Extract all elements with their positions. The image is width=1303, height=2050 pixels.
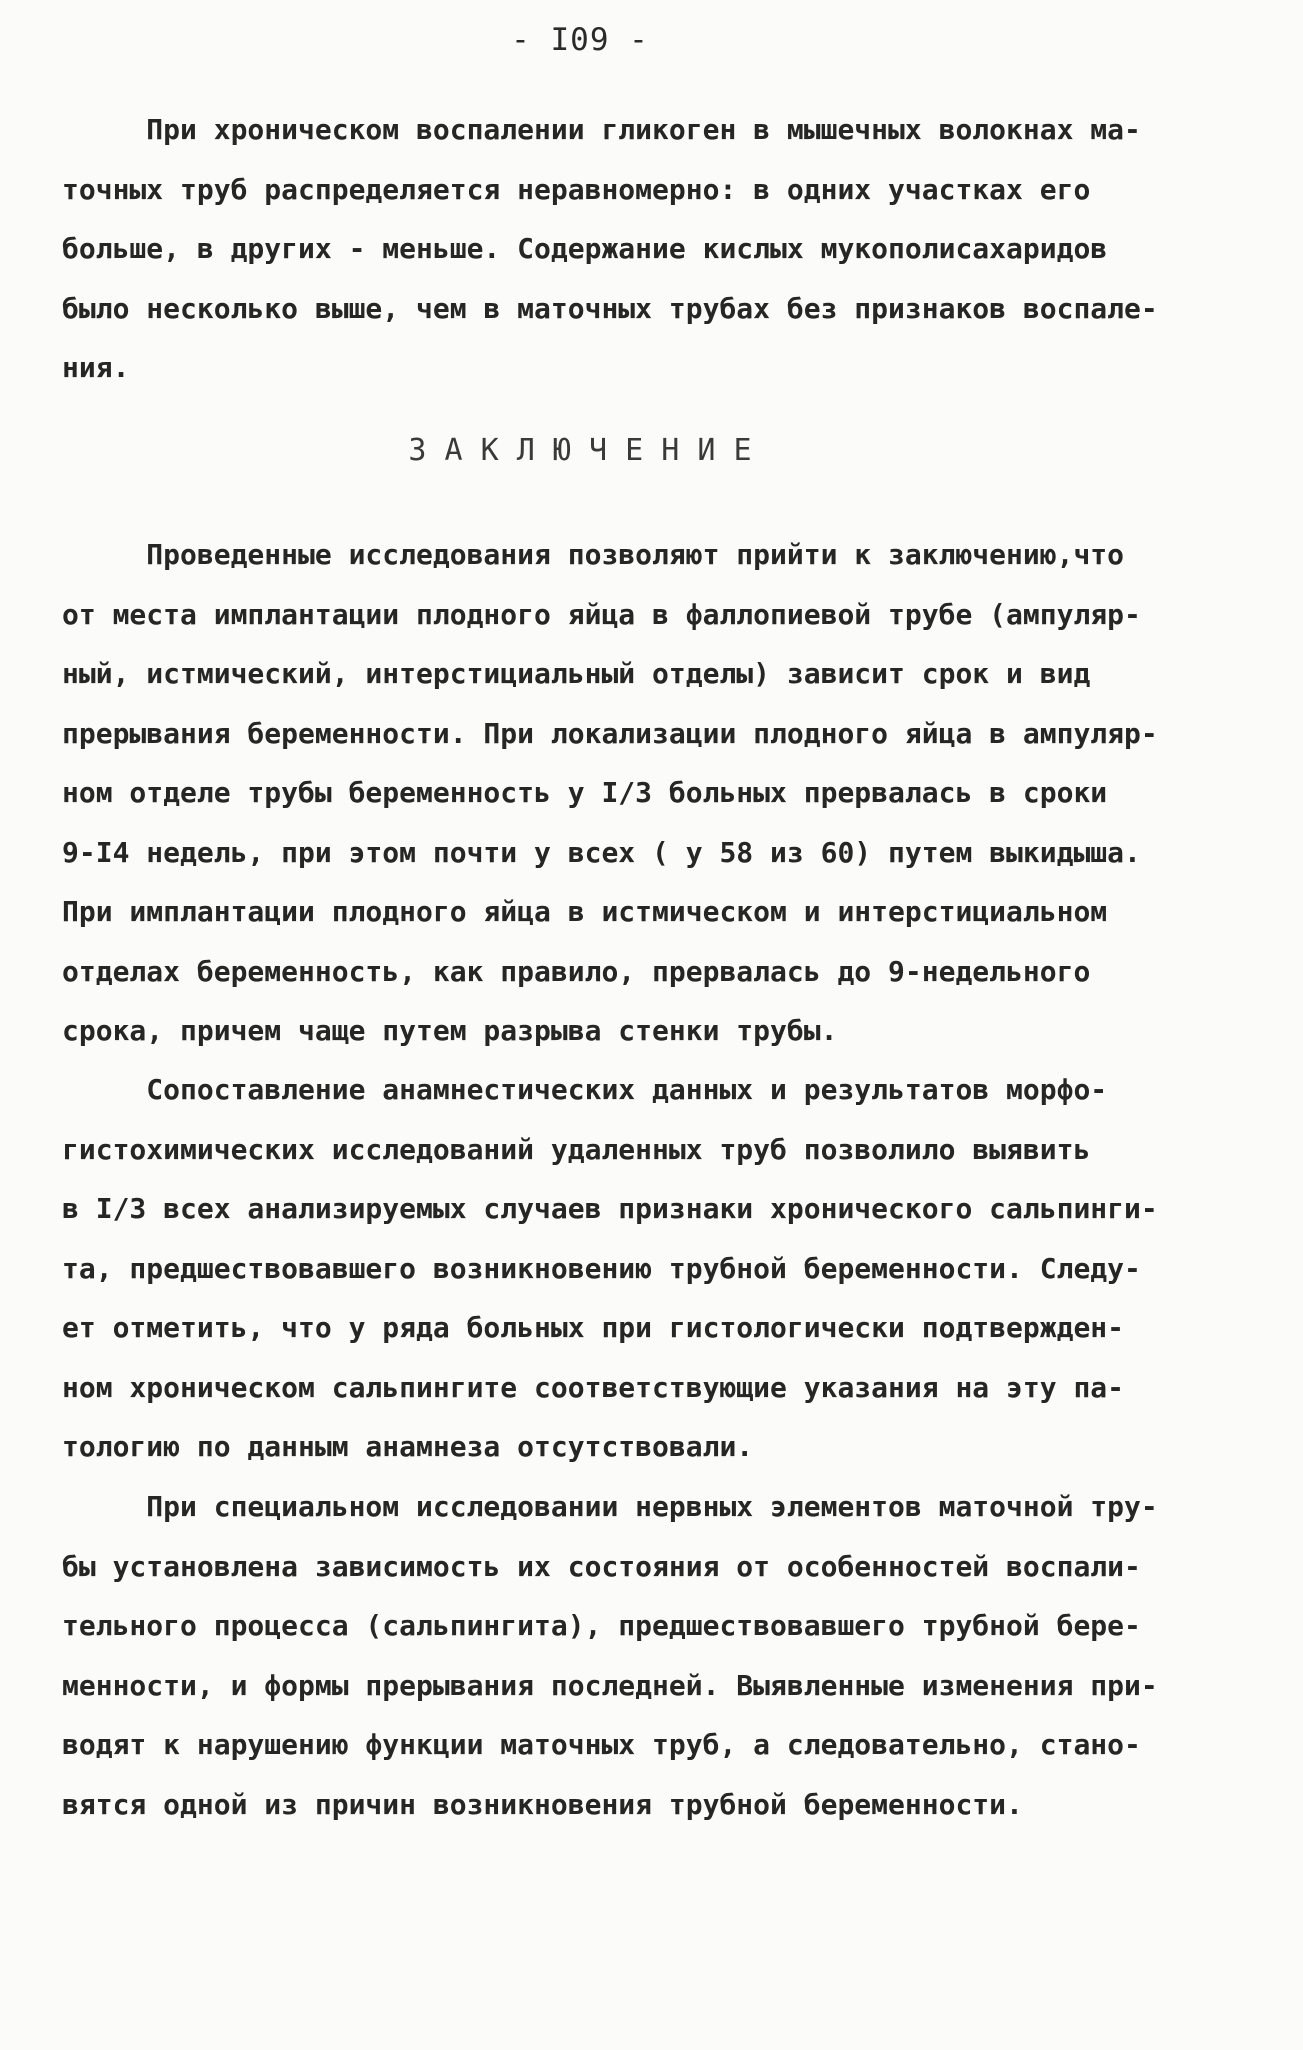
text-line: При специальном исследовании нервных элементов маточной тру- xyxy=(62,1490,1158,1523)
text-line: менности, и формы прерывания последней. Выявленные изменения при- xyxy=(62,1668,1158,1702)
text-line: При хроническом воспалении гликоген в мышечных волокнах ма- xyxy=(62,113,1141,146)
text-line: прерывания беременности. При локализации плодного яйца в ампуляр- xyxy=(62,716,1158,750)
text-line: гистохимических исследований удаленных труб позволило выявить xyxy=(62,1132,1091,1166)
text-line: от места имплантации плодного яйца в фаллопиевой трубе (ампуляр- xyxy=(62,597,1141,631)
text-line: водят к нарушению функции маточных труб, а следовательно, стано- xyxy=(62,1728,1141,1761)
text-line: та, предшествовавшего возникновению трубной беременности. Следу- xyxy=(62,1251,1141,1285)
text-line: ет отметить, что у ряда больных при гистологически подтвержден- xyxy=(62,1311,1125,1344)
paragraph-anamnesis-comparison xyxy=(62,1060,1242,1477)
text-line: тельного процесса (сальпингита), предшествовавшего трубной бере- xyxy=(62,1609,1141,1642)
text-line: ном отделе трубы беременность у I/3 больных прервалась в сроки xyxy=(62,776,1108,809)
text-line: Проведенные исследования позволяют прийти к заключению,что xyxy=(62,538,1125,571)
text-line: бы установлена зависимость их состояния от особенностей воспали- xyxy=(62,1549,1141,1583)
text-line: было несколько выше, чем в маточных трубах без признаков воспале- xyxy=(62,291,1158,325)
text-line: При имплантации плодного яйца в истмическом и интерстициальном xyxy=(62,895,1108,928)
paragraph-chronic-inflammation xyxy=(62,100,1242,398)
text-line: больше, в других - меньше. Содержание кислых мукополисахаридов xyxy=(62,232,1108,265)
text-line: тологию по данным анамнеза отсутствовали. xyxy=(62,1430,754,1463)
text-line: в I/3 всех анализируемых случаев признаки хронического сальпинги- xyxy=(62,1192,1158,1225)
text-line: точных труб распределяется неравномерно: в одних участках его xyxy=(62,172,1091,206)
text-line: срока, причем чаще путем разрыва стенки трубы. xyxy=(62,1014,838,1047)
text-line: 9-I4 недель, при этом почти у всех ( у 58 из 60) путем выкидыша. xyxy=(62,835,1141,869)
text-line: Сопоставление анамнестических данных и результатов морфо- xyxy=(62,1073,1108,1106)
paragraph-conclusion-implantation xyxy=(62,525,1242,1061)
text-line: отделах беременность, как правило, прервалась до 9-недельного xyxy=(62,954,1091,988)
text-line: ния. xyxy=(62,351,130,384)
section-heading: З А К Л Ю Ч Е Н И Е xyxy=(408,433,752,468)
page-number: - I09 - xyxy=(511,22,649,58)
text-line: ный, истмический, интерстициальный отделы) зависит срок и вид xyxy=(62,657,1091,690)
text-line: вятся одной из причин возникновения трубной беременности. xyxy=(62,1787,1023,1821)
text-line: ном хроническом сальпингите соответствующие указания на эту па- xyxy=(62,1370,1125,1404)
paragraph-nerve-elements xyxy=(62,1477,1242,1834)
